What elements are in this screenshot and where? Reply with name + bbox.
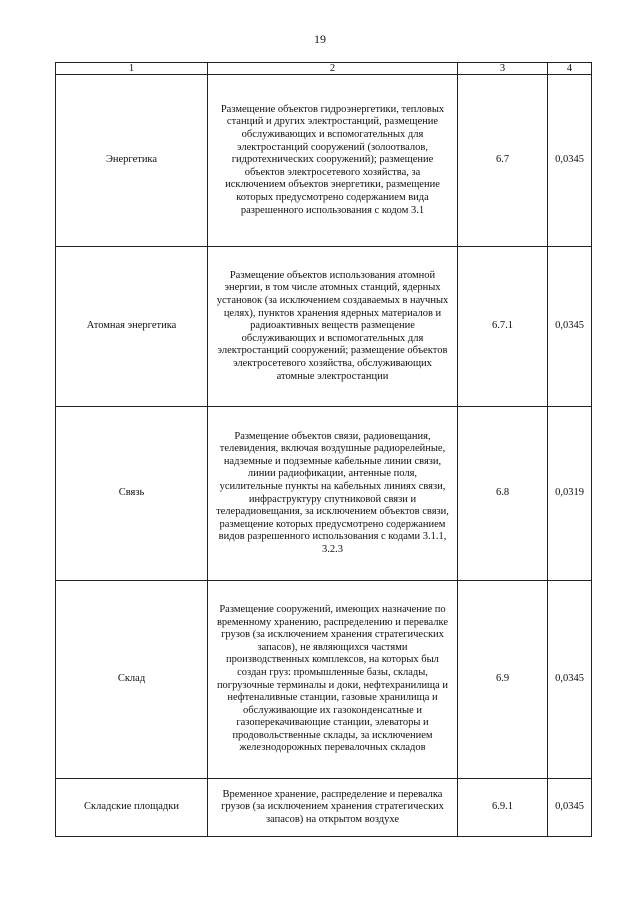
land-use-description: Размещение объектов использования атомной энергии, в том числе атомных станций, ядерных установок (за исключением создаваемых в научных целях), пунктов хранения ядерных материалов и радиоактивных веществ размещение обслуживающих и вспомогательных для электростанций сооружений; размещение объектов электросетевого хозяйства, обслуживающих атомные электростанции [208, 247, 458, 407]
land-use-name: Связь [56, 407, 208, 581]
land-use-value: 0,0345 [548, 779, 592, 837]
land-use-name: Склад [56, 581, 208, 779]
column-header: 2 [208, 63, 458, 75]
table-row [56, 247, 592, 407]
land-use-name: Энергетика [56, 75, 208, 247]
land-use-description: Размещение сооружений, имеющих назначение по временному хранению, распределению и перевалке грузов (за исключением хранения стратегических запасов), не являющихся частями производственных комплексов, на которых был создан груз: промышленные базы, склады, погрузочные терминалы и доки, нефтехранилища и нефтеналивные станции, газовые хранилища и обслуживающие их газоконденсатные и газоперекачивающие станции, элеваторы и продовольственные склады, за исключением железнодорожных перевалочных складов [208, 581, 458, 779]
land-use-name: Складские площадки [56, 779, 208, 837]
land-use-code: 6.9 [458, 581, 548, 779]
column-header: 1 [56, 63, 208, 75]
land-use-value: 0,0319 [548, 407, 592, 581]
table-row [56, 407, 592, 581]
table-row [56, 581, 592, 779]
land-use-value: 0,0345 [548, 581, 592, 779]
land-use-code: 6.7.1 [458, 247, 548, 407]
land-use-description: Временное хранение, распределение и перевалка грузов (за исключением хранения стратегических запасов) на открытом воздухе [208, 779, 458, 837]
land-use-value: 0,0345 [548, 75, 592, 247]
land-use-value: 0,0345 [548, 247, 592, 407]
land-use-description: Размещение объектов связи, радиовещания, телевидения, включая воздушные радиорелейные, надземные и подземные кабельные линии связи, линии радиофикации, антенные поля, усилительные пункты на кабельных линиях связи, инфраструктуру спутниковой связи и телерадиовещания, за исключением объектов связи, размещение которых предусмотрено содержанием видов разрешенного использования с кодами 3.1.1, 3.2.3 [208, 407, 458, 581]
table-row [56, 75, 592, 247]
land-use-table [55, 62, 592, 837]
table-header-row [56, 63, 592, 75]
land-use-code: 6.7 [458, 75, 548, 247]
page-number: 19 [314, 32, 326, 46]
land-use-description: Размещение объектов гидроэнергетики, тепловых станций и других электростанций, размещение обслуживающих и вспомогательных для электростанций сооружений (золоотвалов, гидротехнических сооружений); размещение объектов электросетевого хозяйства, за исключением объектов энергетики, размещение которых предусмотрено содержанием вида разрешенного использования с кодом 3.1 [208, 75, 458, 247]
column-header: 3 [458, 63, 548, 75]
land-use-name: Атомная энергетика [56, 247, 208, 407]
land-use-code: 6.8 [458, 407, 548, 581]
land-use-code: 6.9.1 [458, 779, 548, 837]
column-header: 4 [548, 63, 592, 75]
table-row [56, 779, 592, 837]
